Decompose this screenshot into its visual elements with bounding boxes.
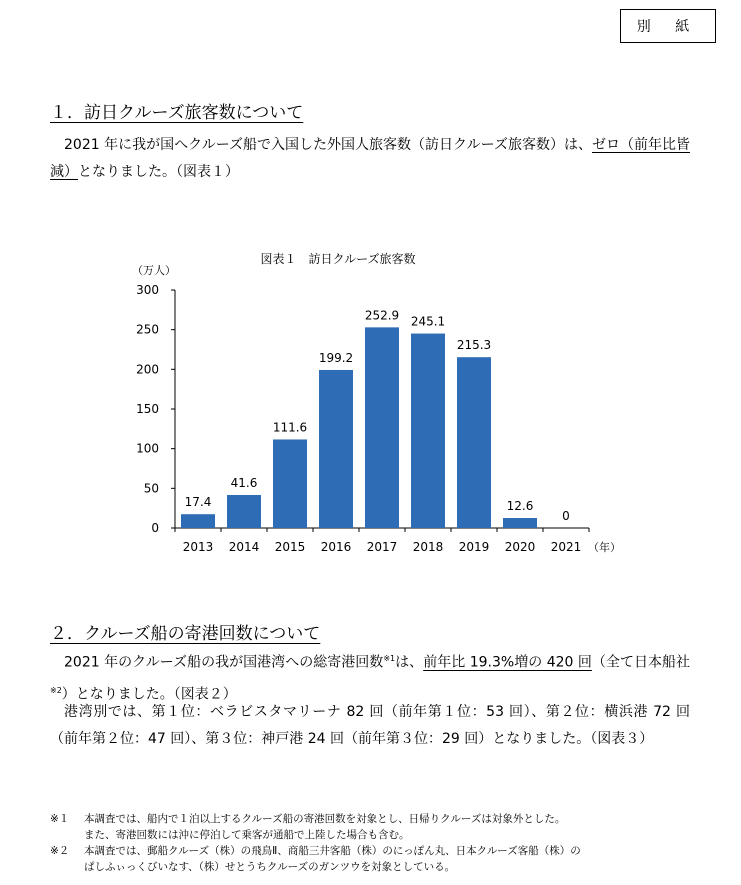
x-tick-label: 2019	[458, 540, 490, 554]
bar-value-label: 215.3	[456, 338, 492, 353]
y-tick-label: 50	[143, 481, 159, 496]
section1-paragraph	[50, 132, 690, 186]
section1-text-pre: 2021 年に我が国へクルーズ船で入国した外国人旅客数（訪日クルーズ旅客数）は、	[64, 137, 592, 153]
footnote-1-mark: ※１	[50, 813, 70, 825]
attachment-badge: 別 紙	[620, 9, 716, 43]
footnote-ref-1: ※1	[383, 654, 396, 663]
bar-2013	[181, 514, 215, 528]
footnote-2-line-2: ぱしふぃっくびいなす、（株）せとうちクルーズのガンツウを対象としている。	[84, 861, 456, 873]
section2-p1-mid: は、	[395, 654, 424, 671]
x-tick-label: 2017	[366, 540, 398, 554]
section1-text-underlined: ゼロ（前年比皆減）	[50, 137, 691, 180]
bar-2015	[273, 439, 307, 528]
y-tick-label: 200	[136, 362, 159, 377]
footnote-2-mark: ※２	[50, 845, 70, 857]
section2-p1-underlined: 前年比 19.3%増の 420 回	[423, 654, 592, 671]
bar-2020	[503, 518, 537, 528]
y-tick-label: 150	[136, 402, 159, 416]
cruise-passenger-chart	[120, 240, 640, 570]
footnote-ref-2: ※2	[50, 685, 62, 695]
bar-2014	[227, 495, 261, 528]
x-tick-label: 2013	[182, 540, 214, 554]
bar-value-label: 199.2	[318, 350, 354, 365]
footnote-2	[50, 843, 700, 875]
x-tick-label: 2020	[504, 540, 536, 554]
bar-2016	[319, 370, 353, 528]
section2-p1-pre: 2021 年のクルーズ船の我が国港湾への総寄港回数	[64, 654, 384, 671]
footnote-1-line-2: また、寄港回数には沖に停泊して乗客が通船で上陸した場合も含む。	[84, 829, 410, 841]
x-tick-label: 2016	[320, 540, 352, 554]
section2-p1-end: ）となりました。（図表２）	[61, 686, 237, 703]
bar-2019	[457, 357, 491, 528]
x-axis-unit-label: （年）	[588, 541, 621, 554]
x-tick-label: 2018	[412, 540, 444, 554]
footnote-1-line-1: 本調査では、船内で１泊以上するクルーズ船の寄港回数を対象とし、日帰りクルーズは対象外とした。	[84, 813, 566, 825]
chart-title: 図表１ 訪日クルーズ旅客数	[260, 252, 416, 266]
section2-p1-post: （全て日本船社	[591, 654, 691, 671]
bar-value-label: 111.6	[272, 420, 308, 435]
y-axis-label: （万人）	[132, 264, 176, 277]
bar-value-label: 0	[562, 509, 570, 523]
bar-value-label: 252.9	[364, 308, 400, 323]
x-tick-label: 2021	[550, 540, 582, 554]
section1-text-post: となりました。（図表１）	[78, 164, 239, 180]
bar-value-label: 41.6	[230, 475, 258, 490]
y-tick-label: 300	[136, 283, 159, 297]
bar-value-label: 245.1	[410, 314, 446, 329]
y-tick-label: 100	[136, 441, 159, 456]
section1-heading: １．訪日クルーズ旅客数について	[50, 103, 304, 123]
y-tick-label: 250	[136, 322, 159, 337]
x-tick-label: 2015	[274, 540, 306, 554]
chart-bars	[181, 308, 581, 554]
x-tick-label: 2014	[228, 540, 260, 554]
bar-2018	[411, 334, 445, 528]
bar-2017	[365, 327, 399, 528]
section2-heading: ２．クルーズ船の寄港回数について	[50, 624, 321, 644]
y-tick-label: 0	[151, 521, 159, 535]
footnote-1	[50, 811, 700, 843]
section2-paragraph-2: 港湾別では、第１位：ベラビスタマリーナ 82 回（前年第１位：53 回）、第２位：横浜港 72 回（前年第２位：47 回）、第３位：神戸港 24 回（前年第３位：29 回）となりました。（図表３）	[50, 704, 690, 747]
bar-value-label: 12.6	[506, 499, 534, 514]
bar-value-label: 17.4	[184, 495, 212, 510]
footnote-2-line-1: 本調査では、郵船クルーズ（株）の飛鳥Ⅱ、商船三井客船（株）のにっぽん丸、日本クルーズ客船（株）の	[84, 845, 581, 857]
